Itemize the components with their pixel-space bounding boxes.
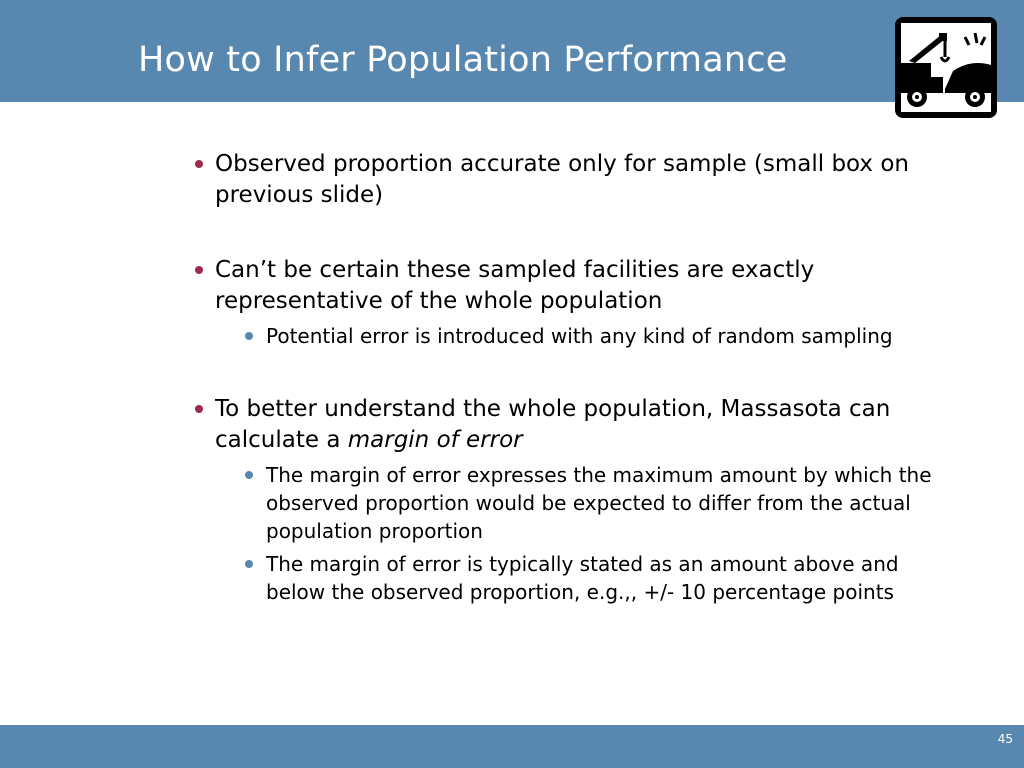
emphasis-text: margin of error (347, 427, 523, 453)
sub-bullet-text: The margin of error is typically stated as an amount above and below the observed proportion, e.g.,, +/- 10 percentage points (266, 552, 899, 604)
sub-bullet-text: The margin of error expresses the maximum amount by which the observed proportion would be expected to differ from the actual population proportion (266, 463, 932, 543)
tow-truck-icon (895, 17, 997, 118)
bullet-list (192, 149, 962, 606)
sub-bullet-text: Potential error is introduced with any kind of random sampling (266, 324, 893, 348)
sub-bullet-item (243, 550, 962, 606)
bullet-item (192, 149, 962, 211)
slide-title: How to Infer Population Performance (138, 40, 788, 80)
bullet-text: To better understand the whole population, Massasota can calculate a (215, 396, 891, 453)
bullet-text: Can’t be certain these sampled facilities are exactly representative of the whole population (215, 257, 815, 314)
footer-bar (0, 725, 1024, 768)
bullet-text: Observed proportion accurate only for sample (small box on previous slide) (215, 151, 909, 208)
slide-number: 45 (997, 732, 1013, 746)
bullet-item (192, 255, 962, 317)
sub-bullet-item (243, 461, 962, 545)
bullet-item (192, 394, 962, 456)
sub-bullet-item (243, 322, 962, 350)
